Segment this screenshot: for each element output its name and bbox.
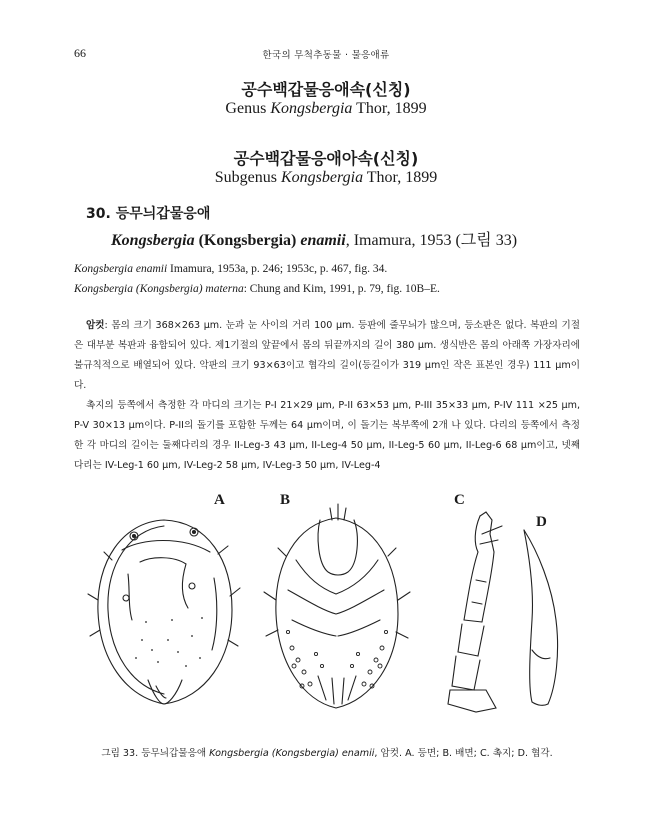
figure-33 (82, 490, 582, 722)
running-title: 한국의 무척추동물 · 물응애류 (262, 50, 390, 61)
panel-label-a: A (214, 492, 225, 508)
ventral-view-drawing (264, 504, 410, 708)
genus-name: Kongsbergia (270, 100, 353, 117)
genus-author: Thor, 1899 (356, 100, 427, 117)
species-genus: Kongsbergia (111, 232, 195, 249)
chelicera-drawing (524, 530, 558, 705)
synonym-2 (74, 283, 440, 295)
figure-caption (74, 745, 580, 759)
species-number: 30. (86, 206, 111, 222)
sex-label: 암컷 (86, 320, 105, 331)
species-subgenus: (Kongsbergia) (198, 232, 297, 249)
genus-korean-title: 공수백갑물응애속(신칭) (241, 80, 411, 99)
synonym-ref: : Chung and Kim, 1991, p. 79, fig. 10B–E. (243, 283, 440, 295)
subgenus-label: Subgenus (214, 169, 277, 186)
panel-label-b: B (280, 492, 291, 508)
synonym-ref: Imamura, 1953a, p. 246; 1953c, p. 467, fig. 34. (167, 263, 388, 275)
figure-drawings (82, 490, 582, 722)
synonym-name: Kongsbergia (Kongsbergia) materna (74, 283, 244, 295)
subgenus-name: Kongsbergia (280, 169, 364, 186)
species-korean-name: 등무늬갑물응애 (115, 206, 211, 222)
species-scientific-name (111, 227, 517, 250)
caption-suffix: , 암컷. A. 등면; B. 배면; C. 촉지; D. 협각. (374, 748, 553, 759)
species-author: , Imamura, 1953 (그림 33) (345, 232, 518, 249)
subgenus-author: Thor, 1899 (366, 169, 438, 186)
genus-title (0, 100, 652, 118)
panel-label-d: D (536, 514, 547, 530)
description-paragraph-1 (74, 316, 580, 396)
caption-prefix: 그림 33. 등무늬갑물응애 (101, 748, 210, 759)
synonym-1 (74, 263, 387, 275)
species-heading (86, 203, 210, 223)
synonym-name: Kongsbergia enamii (74, 263, 168, 275)
subgenus-korean-title: 공수백갑물응애아속(신칭) (233, 149, 419, 168)
description-text-1: : 몸의 크기 368×263 μm. 눈과 눈 사이의 거리 100 μm. 등판에 줄무늬가 많으며, 등소판은 없다. 복판의 기절은 대부분 복판과 융합되어 있다. 제1기절의 앞끝에서 몸의 뒤끝까지의 길이 380 μm. 생식반은 몸의 아래쪽 가장자리에 불규칙적으로 배열되어 있다. 악판의 크기 93×63이고 협각의 길이(등길이가 319 μm인 작은 표본인 경우) 111 μm이다. (74, 320, 580, 391)
caption-species-name: Kongsbergia (Kongsbergia) enamii (209, 748, 375, 759)
panel-label-c: C (454, 492, 465, 508)
description-paragraph-2: 촉지의 등쪽에서 측정한 각 마디의 크기는 P-I 21×29 μm, P-II 63×53 μm, P-III 35×33 μm, P-IV 111 ×25 μm, P-V 30×13 μm이다. P-II의 돌기를 포함한 두께는 64 μm이며, 이 돌기는 복부쪽에 2개 나 있다. 다리의 등쪽에서 측정한 각 마디의 길이는 둘째다리의 경우 II-Leg-3 43 μm, II-Leg-4 50 μm, II-Leg-5 60 μm, II-Leg-6 68 μm이고, 넷째다리는 IV-Leg-1 60 μm, IV-Leg-2 58 μm, IV-Leg-3 50 μm, IV-Leg-4 (74, 400, 580, 471)
dorsal-view-drawing (88, 520, 240, 704)
page-number: 66 (74, 46, 86, 60)
genital-acetabula (286, 630, 387, 688)
description (74, 316, 580, 476)
dorsal-stippling (135, 617, 203, 667)
species-epithet: enamii (300, 232, 346, 249)
genus-label: Genus (225, 100, 267, 117)
palp-drawing (448, 512, 502, 712)
subgenus-title (0, 169, 652, 187)
